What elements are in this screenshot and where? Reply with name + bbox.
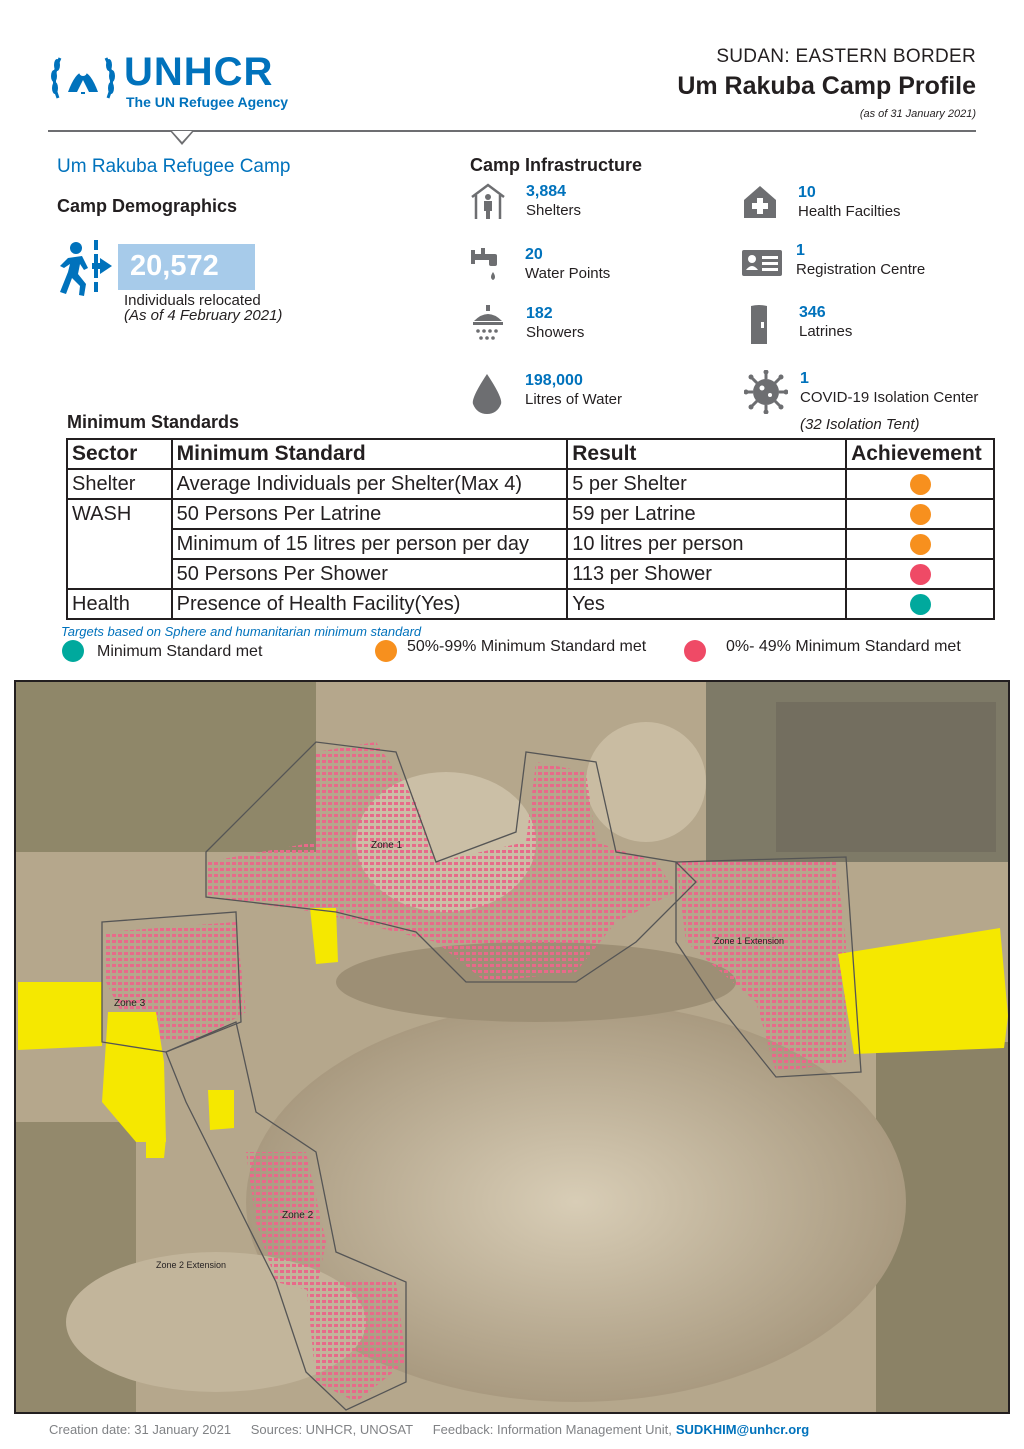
unhcr-logo — [48, 48, 308, 108]
health-facility-icon — [742, 184, 778, 224]
infra-registration-centre — [740, 242, 980, 294]
water-drop-icon — [469, 372, 505, 416]
infra-value: 198,000 — [525, 372, 583, 389]
achievement-dot — [910, 564, 931, 585]
camp-satellite-map — [14, 680, 1010, 1414]
table-row — [67, 529, 994, 559]
sector-cell — [67, 559, 172, 589]
infra-water-points — [469, 246, 709, 298]
zone-label: Zone 2 Extension — [156, 1260, 227, 1270]
sector-cell: Health — [67, 589, 172, 619]
page-header — [48, 44, 976, 144]
targets-note: Targets based on Sphere and humanitarian minimum standard — [61, 624, 422, 639]
infra-showers — [470, 305, 710, 357]
infra-litres-of-water — [469, 372, 709, 424]
infra-label: Shelters — [526, 202, 582, 219]
result-cell: Yes — [567, 589, 846, 619]
infra-value: 346 — [799, 304, 826, 321]
infra-label: Water Points — [525, 265, 611, 282]
legend-label: 0%- 49% Minimum Standard met — [726, 638, 961, 655]
achievement-cell — [846, 499, 994, 529]
infra-shelters — [470, 183, 710, 235]
reserved-land-west — [18, 982, 102, 1050]
achievement-dot — [910, 474, 931, 495]
shelter-icon — [470, 183, 506, 223]
table-header-row — [67, 439, 994, 469]
sector-cell: WASH — [67, 499, 172, 529]
minimum-standards-table — [66, 438, 995, 620]
camp-map-svg — [16, 682, 1008, 1412]
infra-latrines — [743, 304, 983, 356]
infrastructure-heading: Camp Infrastructure — [470, 155, 643, 175]
demographics-heading: Camp Demographics — [57, 196, 238, 216]
infra-note: (32 Isolation Tent) — [800, 416, 920, 433]
legend-dot — [62, 640, 84, 662]
infra-label: Showers — [526, 324, 585, 341]
infra-label: COVID-19 Isolation Center — [800, 389, 979, 406]
camp-name: Um Rakuba Refugee Camp — [57, 156, 291, 177]
feedback-text: Feedback: Information Management Unit, — [432, 1422, 672, 1437]
infra-value: 3,884 — [526, 183, 567, 200]
table-row — [67, 559, 994, 589]
legend-label: 50%-99% Minimum Standard met — [407, 638, 647, 655]
infra-value: 1 — [800, 370, 809, 387]
standard-cell: 50 Persons Per Latrine — [172, 499, 568, 529]
infra-label: Health Facilties — [798, 203, 901, 220]
individuals-count: 20,572 — [118, 244, 255, 290]
relocation-person-icon — [54, 238, 116, 298]
hill-patch — [586, 722, 706, 842]
standard-cell: Minimum of 15 litres per person per day — [172, 529, 568, 559]
legend-dot — [375, 640, 397, 662]
farmland-patch — [16, 682, 316, 852]
divider-notch-inner — [172, 131, 192, 142]
infra-label: Registration Centre — [796, 261, 926, 278]
table-row — [67, 499, 994, 529]
country-label: SUDAN: EASTERN BORDER — [716, 46, 976, 67]
zone-label: Zone 1 Extension — [714, 936, 785, 946]
table-row — [67, 589, 994, 619]
sources-text: Sources: UNHCR, UNOSAT — [250, 1422, 414, 1437]
org-tagline: The UN Refugee Agency — [126, 94, 289, 110]
achievement-cell — [846, 469, 994, 499]
infra-value: 1 — [796, 242, 805, 259]
zone-label: Zone 2 — [282, 1210, 314, 1221]
covid-virus-icon — [744, 370, 788, 414]
achievement-dot — [910, 504, 931, 525]
legend-dot — [684, 640, 706, 662]
achievement-dot — [910, 534, 931, 555]
unhcr-emblem-icon — [48, 48, 118, 108]
achievement-cell — [846, 529, 994, 559]
page-footer — [49, 1422, 825, 1437]
result-cell: 113 per Shower — [567, 559, 846, 589]
column-header: Minimum Standard — [172, 439, 568, 469]
registration-card-icon — [740, 242, 784, 282]
standard-cell: 50 Persons Per Shower — [172, 559, 568, 589]
infra-value: 182 — [526, 305, 553, 322]
result-cell: 10 litres per person — [567, 529, 846, 559]
zone-label: Zone 1 — [371, 840, 403, 851]
individuals-label: Individuals relocated — [124, 292, 261, 309]
infra-covid-isolation — [744, 370, 1004, 433]
water-tap-icon — [469, 246, 505, 286]
infra-value: 20 — [525, 246, 543, 263]
minimum-standards-heading: Minimum Standards — [67, 412, 240, 432]
achievement-dot — [910, 594, 931, 615]
result-cell: 59 per Latrine — [567, 499, 846, 529]
standard-cell: Average Individuals per Shelter(Max 4) — [172, 469, 568, 499]
feedback-email-link[interactable]: SUDKHIM@unhcr.org — [675, 1422, 810, 1437]
zone-label: Zone 3 — [114, 998, 146, 1009]
infra-label: Latrines — [799, 323, 853, 340]
as-of-date: (as of 31 January 2021) — [859, 108, 976, 120]
infra-value: 10 — [798, 184, 816, 201]
town-area — [776, 702, 996, 852]
column-header: Sector — [67, 439, 172, 469]
standard-cell: Presence of Health Facility(Yes) — [172, 589, 568, 619]
legend-label: Minimum Standard met — [97, 643, 263, 660]
reserved-land-small — [208, 1090, 234, 1130]
sector-cell: Shelter — [67, 469, 172, 499]
shower-icon — [470, 305, 506, 345]
infra-health-facilities — [742, 184, 982, 236]
column-header: Result — [567, 439, 846, 469]
creation-date: Creation date: 31 January 2021 — [49, 1422, 232, 1437]
sector-cell — [67, 529, 172, 559]
achievement-cell — [846, 559, 994, 589]
latrine-icon — [743, 304, 779, 344]
org-name: UNHCR — [124, 50, 274, 94]
individuals-asof: (As of 4 February 2021) — [124, 307, 283, 324]
infra-label: Litres of Water — [525, 391, 622, 408]
achievement-cell — [846, 589, 994, 619]
page-title: Um Rakuba Camp Profile — [677, 72, 976, 100]
column-header: Achievement — [846, 439, 994, 469]
table-row — [67, 469, 994, 499]
result-cell: 5 per Shelter — [567, 469, 846, 499]
